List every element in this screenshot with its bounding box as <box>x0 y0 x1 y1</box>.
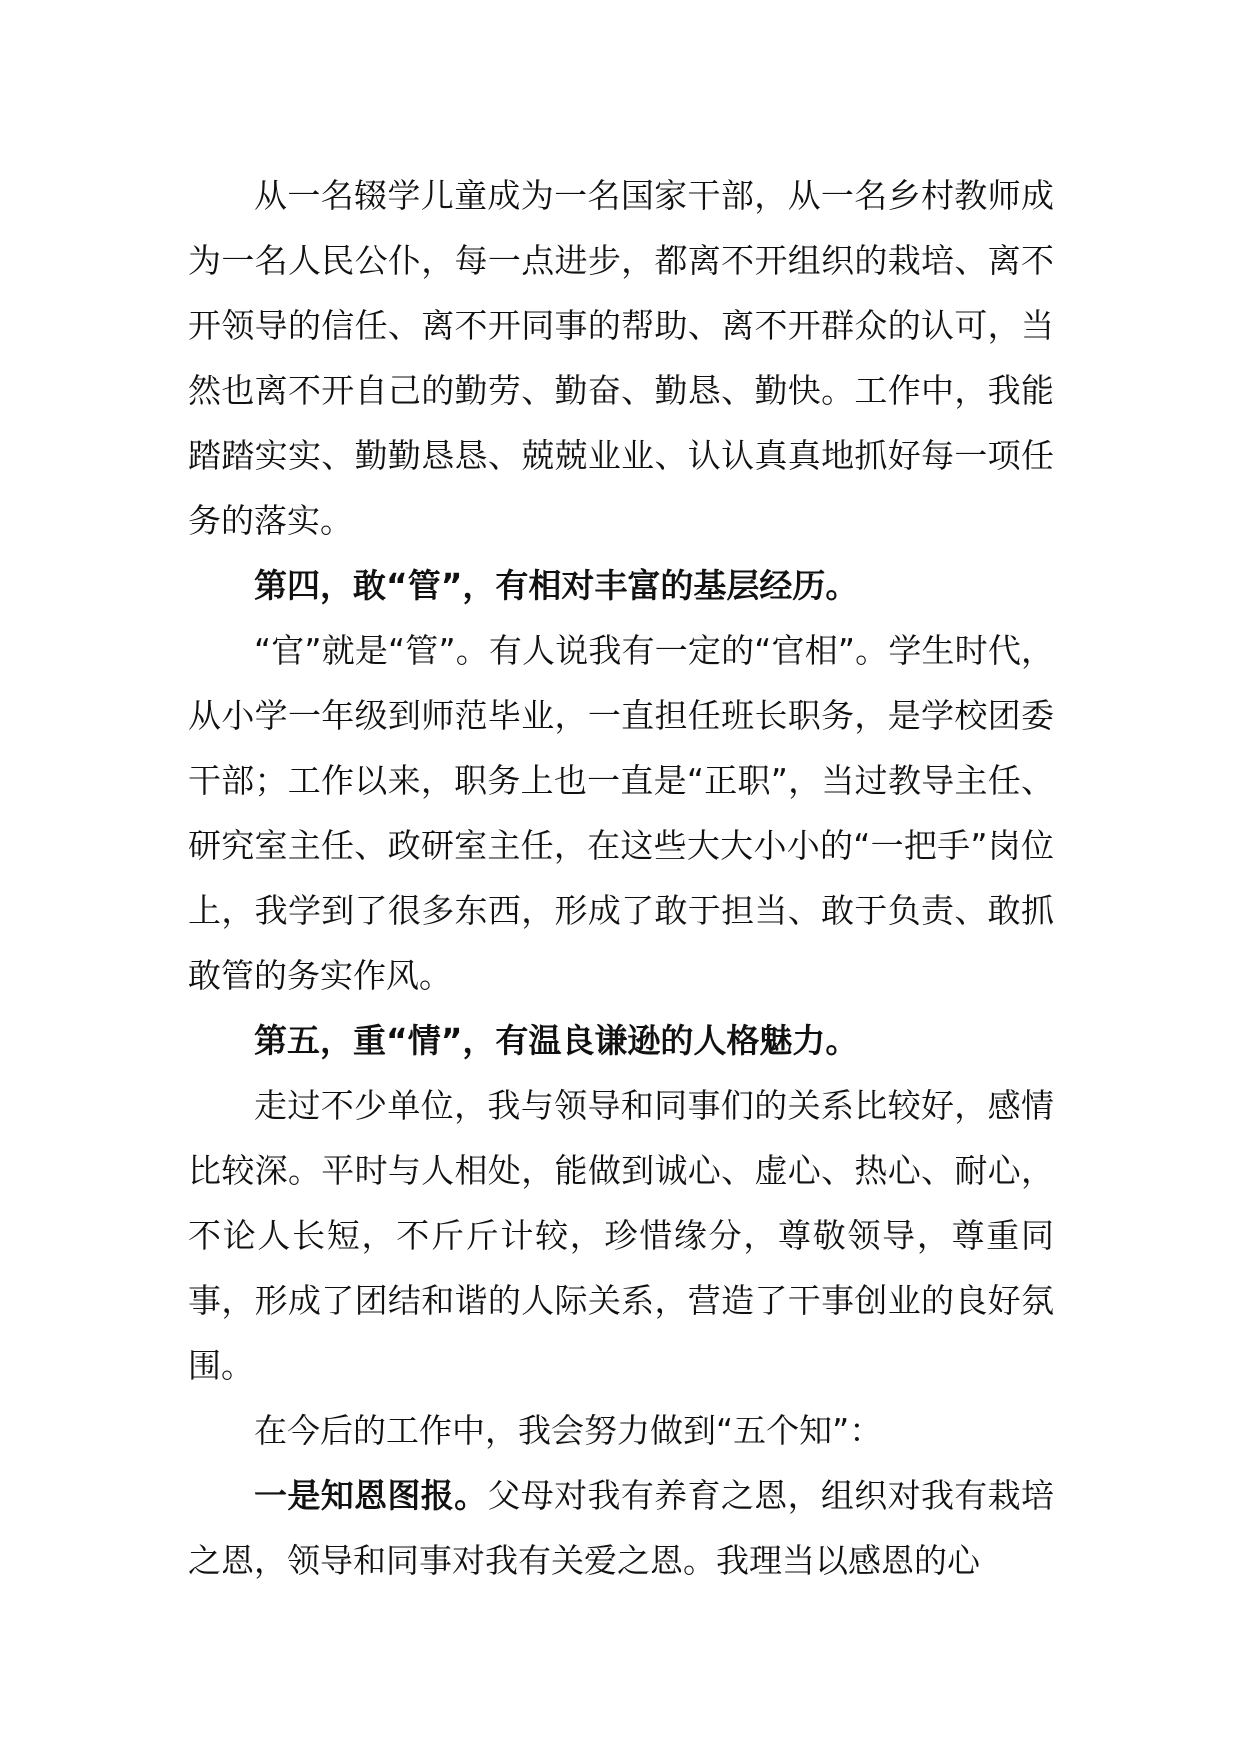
paragraph-relationships: 走过不少单位，我与领导和同事们的关系比较好，感情比较深。平时与人相处，能做到诚心、虚心、热心、耐心，不论人长短，不斤斤计较，珍惜缘分，尊敬领导，尊重同事，形成了团结和谐的人际关系，营造了干事创业的良好氛围。 <box>188 1086 1054 1385</box>
heading-fifth-point: 第五，重“情”，有温良谦逊的人格魅力。 <box>254 1021 859 1060</box>
document-page <box>188 163 1054 1593</box>
paragraph-gratitude <box>188 1463 1054 1593</box>
paragraph-gratitude-body: 父母对我有养育之恩，组织对我有栽培之恩，领导和同事对我有关爱之恩。我理当以感恩的心 <box>188 1476 1055 1580</box>
paragraph-management-experience: “官”就是“管”。有人说我有一定的“官相”。学生时代，从小学一年级到师范毕业，一直担任班长职务，是学校团委干部；工作以来，职务上也一直是“正职”，当过教导主任、研究室主任、政研室主任，在这些大大小小的“一把手”岗位上，我学到了很多东西，形成了敢于担当、敢于负责、敢抓敢管的务实作风。 <box>188 631 1054 995</box>
paragraph-five-knows-intro: 在今后的工作中，我会努力做到“五个知”： <box>254 1411 883 1450</box>
paragraph-gratitude-lead: 一是知恩图报。 <box>254 1476 488 1515</box>
heading-fourth-point: 第四，敢“管”，有相对丰富的基层经历。 <box>254 566 859 605</box>
paragraph-career-growth: 从一名辍学儿童成为一名国家干部，从一名乡村教师成为一名人民公仆，每一点进步，都离不开组织的栽培、离不开领导的信任、离不开同事的帮助、离不开群众的认可，当然也离不开自己的勤劳、勤奋、勤恳、勤快。工作中，我能踏踏实实、勤勤恳恳、兢兢业业、认认真真地抓好每一项任务的落实。 <box>188 176 1054 540</box>
